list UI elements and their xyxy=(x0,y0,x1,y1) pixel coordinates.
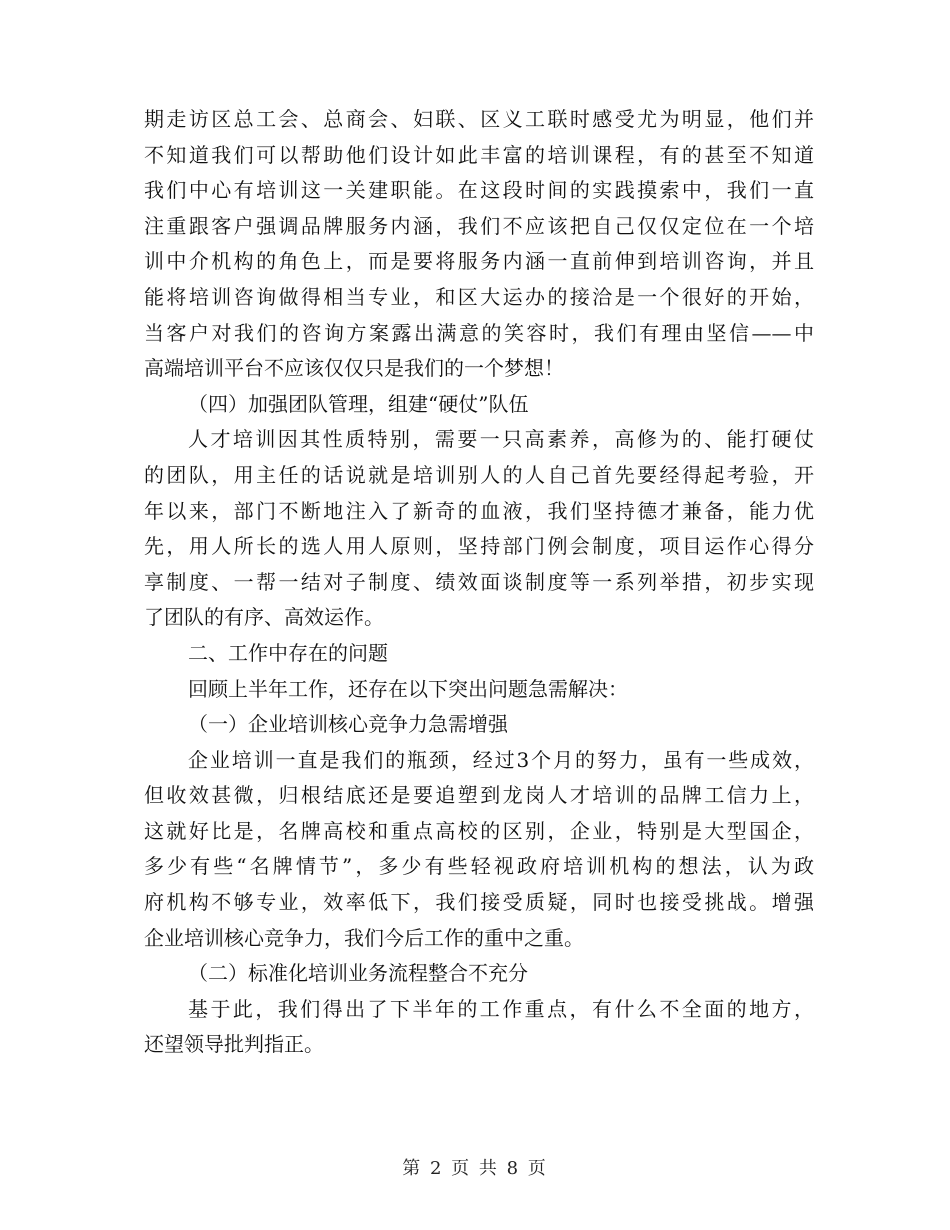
text-line: 享制度、一帮一结对子制度、绩效面谈制度等一系列举措，初步实现 xyxy=(144,569,814,594)
text-line: 企业培训一直是我们的瓶颈，经过3个月的努力，虽有一些成效， xyxy=(188,747,814,772)
text-line: 注重跟客户强调品牌服务内涵，我们不应该把自己仅仅定位在一个培 xyxy=(144,213,814,238)
page-number-footer: 第 2 页 共 8 页 xyxy=(402,1158,548,1179)
text-line: 年以来，部门不断地注入了新奇的血液，我们坚持德才兼备，能力优 xyxy=(144,498,814,523)
text-line: 但收效甚微，归根结底还是要追塑到龙岗人才培训的品牌工信力上， xyxy=(144,783,814,808)
text-line: 不知道我们可以帮助他们设计如此丰富的培训课程，有的甚至不知道 xyxy=(144,142,814,167)
text-line: 的团队，用主任的话说就是培训别人的人自己首先要经得起考验，开 xyxy=(144,462,814,487)
text-line: 先，用人所长的选人用人原则，坚持部门例会制度，项目运作心得分 xyxy=(144,534,814,559)
text-line: 高端培训平台不应该仅仅只是我们的一个梦想！ xyxy=(144,356,564,381)
text-line: 回顾上半年工作，还存在以下突出问题急需解决： xyxy=(188,676,628,701)
text-line: 期走访区总工会、总商会、妇联、区义工联时感受尤为明显，他们并 xyxy=(144,107,814,131)
text-line: 当客户对我们的咨询方案露出满意的笑容时，我们有理由坚信——中 xyxy=(144,320,814,345)
text-line: （二）标准化培训业务流程整合不充分 xyxy=(188,961,528,986)
text-line: 府机构不够专业，效率低下，我们接受质疑，同时也接受挑战。增强 xyxy=(144,890,814,915)
text-line: 基于此，我们得出了下半年的工作重点，有什么不全面的地方， xyxy=(188,996,814,1021)
text-line: 人才培训因其性质特别，需要一只高素养，高修为的、能打硬仗 xyxy=(188,427,814,452)
text-line: （一）企业培训核心竞争力急需增强 xyxy=(188,712,508,737)
text-line: 二、工作中存在的问题 xyxy=(188,640,388,665)
text-line: 能将培训咨询做得相当专业，和区大运办的接洽是一个很好的开始， xyxy=(144,284,814,309)
text-line: 这就好比是，名牌高校和重点高校的区别，企业，特别是大型国企， xyxy=(144,818,814,843)
text-line: 企业培训核心竞争力，我们今后工作的重中之重。 xyxy=(144,925,584,950)
text-line: 还望领导批判指正。 xyxy=(144,1032,324,1057)
text-line: （四）加强团队管理，组建“硬仗”队伍 xyxy=(188,391,529,416)
text-line: 我们中心有培训这一关建职能。在这段时间的实践摸索中，我们一直 xyxy=(144,178,814,203)
text-line: 多少有些“名牌情节”，多少有些轻视政府培训机构的想法，认为政 xyxy=(144,854,814,879)
document-body xyxy=(144,102,814,1063)
text-line: 了团队的有序、高效运作。 xyxy=(144,605,384,630)
text-line: 训中介机构的角色上，而是要将服务内涵一直前伸到培训咨询，并且 xyxy=(144,249,814,274)
